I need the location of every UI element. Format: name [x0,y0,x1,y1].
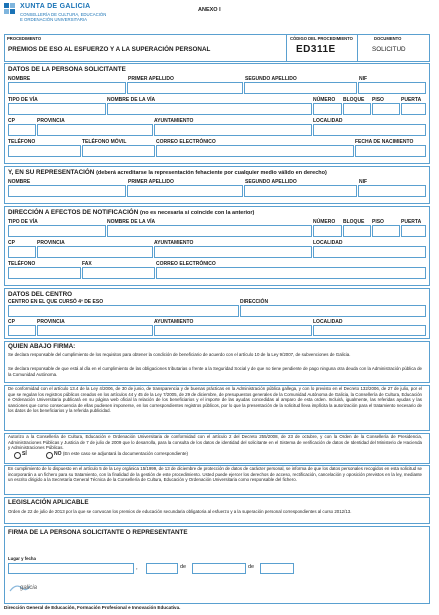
tipo-via-label: TIPO DE VÍA [8,97,38,103]
nombre-field[interactable] [8,82,126,94]
numero-field[interactable] [313,103,342,115]
correo-field[interactable] [156,145,354,157]
provincia-label: PROVINCIA [37,118,65,124]
day-field[interactable] [146,563,178,574]
footer-text: Dirección General de Educación, Formación Profesional e Innovación Educativa. [4,605,181,610]
tipo-via-field[interactable] [8,103,106,115]
rep-nif-label: NIF [359,179,368,185]
document-type: SOLICITUD [372,46,406,53]
data-protection-text: En cumplimiento de lo dispuesto en el artículo 5 de la Ley orgánica 15/1999, de 13 de diciembre de protección de datos de carácter personal, se informa de que los datos personales recogidos en esta solicitud se incorporarán a un fichero para su tratamiento, con la finalidad de la gestión de este procedimiento. Usted puede ejercer los derechos de acceso, rectificación, cancelación y oposición previstos en la ley, mediante un escrito dirigido a la Secretaría General Técnica de la Consellería de Cultura, Educación y Ordenación Universitaria como responsable del fichero. [8,466,422,483]
notif-cp-field[interactable] [8,246,36,258]
notif-piso-label: PISO [372,219,384,225]
declaration-title: QUIEN ABAJO FIRMA: [8,343,76,350]
notif-numero-label: NÚMERO [313,219,336,225]
notif-nombre-via-field[interactable] [107,225,312,237]
notif-telefono-field[interactable] [8,267,81,279]
bloque-label: BLOQUE [343,97,365,103]
rep-nif-field[interactable] [358,185,426,197]
legislation-text: Orden de 22 de julio de 2013 por la que se convocan los premios de educación secundaria obligatoria al esfuerzo y a la superación personal correspondientes al curso 2012/13. [8,509,352,514]
nif-field[interactable] [358,82,426,94]
representative-title [8,169,327,177]
notif-ayuntamiento-field[interactable] [154,246,312,258]
galicia-logo-text: galicia [20,585,38,591]
document-label: DOCUMENTO [374,36,402,41]
segundo-apellido-label: SEGUNDO APELLIDO [245,76,297,82]
brand-name: XUNTA DE GALICIA [20,3,91,10]
center-localidad-field[interactable] [313,325,426,336]
authorization-yes-radio[interactable] [14,452,21,459]
notif-cp-label: CP [8,240,15,246]
nif-label: NIF [359,76,368,82]
transparency-text: De conformidad con el artículo 13.4 de la Ley 4/2006, de 30 de junio, de transparencia y de buenas prácticas en la Administración pública gallega, y con lo previsto en el Decreto 132/2006, de 27 de julio, por el que se regulan los registros públicos creados en los artículos 44 y 45 de la Ley 7/2005, de 29 de diciembre, de presupuestos generales de la Comunidad Autónoma de Galicia, la Consellería de Cultura, Educación e Ordenación Universitaria publicará en su página web oficial la relación de los beneficiarios y el importe de las ayudas concedidas al amparo de esta orden. Incluirá, igualmente, las referidas ayudas y las sanciones que como consecuencia de ellas pudiesen imponerse, en los correspondientes registros públicos, por lo que la presentación de la solicitud lleva implícita la autorización para el tratamiento necesario de los datos de los beneficiarios y la referida publicidad. [8,386,422,414]
telefono-label: TELÉFONO [8,139,36,145]
notif-ayuntamiento-label: AYUNTAMIENTO [154,240,194,246]
year-field[interactable] [260,563,294,574]
puerta-field[interactable] [401,103,426,115]
rep-segundo-apellido-field[interactable] [244,185,357,197]
place-date-label: Lugar y fecha [8,556,36,561]
primer-apellido-field[interactable] [127,82,243,94]
procedure-code: ED311E [296,44,336,55]
center-ayuntamiento-label: AYUNTAMIENTO [154,319,194,325]
rep-primer-apellido-label: PRIMER APELLIDO [128,179,174,185]
separator-comma: , [136,565,138,571]
center-cp-field[interactable] [8,325,36,336]
rep-segundo-apellido-label: SEGUNDO APELLIDO [245,179,297,185]
notif-puerta-field[interactable] [401,225,426,237]
notif-correo-label: CORREO ELECTRÓNICO [156,261,216,267]
notification-title-text: DIRECCIÓN A EFECTOS DE NOTIFICACIÓN [8,209,139,216]
rep-primer-apellido-field[interactable] [127,185,243,197]
center-ayuntamiento-field[interactable] [154,325,312,336]
provincia-field[interactable] [37,124,153,136]
notif-fax-label: FAX [82,261,92,267]
notif-localidad-label: LOCALIDAD [313,240,343,246]
legislation-title: LEGISLACIÓN APLICABLE [8,499,89,506]
telefono-field[interactable] [8,145,81,157]
notif-correo-field[interactable] [156,267,426,279]
authorization-no-note: (En este caso se adjuntará la documentación correspondiente) [62,451,188,456]
bloque-field[interactable] [343,103,371,115]
procedure-label: PROCEDIMENTO [7,36,42,41]
divider [286,34,287,61]
authorization-no-label [54,451,188,457]
telefono-movil-label: TELÉFONO MÓVIL [82,139,127,145]
notification-title [8,209,254,217]
representative-title-text: Y, EN SU REPRESENTACIÓN [8,169,95,176]
separator-de-2: de [248,564,255,570]
annex-label: ANEXO I [198,7,221,13]
rep-nombre-label: NOMBRE [8,179,31,185]
numero-label: NÚMERO [313,97,336,103]
notif-tipo-via-field[interactable] [8,225,106,237]
center-cp-label: CP [8,319,15,325]
month-field[interactable] [192,563,246,574]
notification-subtitle: (no es necesaria si coincide con la anterior) [140,210,255,216]
center-localidad-label: LOCALIDAD [313,319,343,325]
correo-label: CORREO ELECTRÓNICO [156,139,216,145]
direccion-field[interactable] [240,305,426,317]
signature-title: FIRMA DE LA PERSONA SOLICITANTE O REPRESENTANTE [8,529,188,536]
applicant-title: DATOS DE LA PERSONA SOLICITANTE [8,66,126,73]
notif-localidad-field[interactable] [313,246,426,258]
fecha-nacimiento-label: FECHA DE NACIMIENTO [355,139,414,145]
department-line-1: CONSELLERÍA DE CULTURA, EDUCACIÓN [20,12,107,17]
cp-field[interactable] [8,124,36,136]
xunta-emblem-icon [4,3,16,15]
notif-provincia-label: PROVINCIA [37,240,65,246]
fecha-nacimiento-field[interactable] [355,145,426,157]
notif-bloque-label: BLOQUE [343,219,365,225]
place-field[interactable] [8,563,134,574]
notif-bloque-field[interactable] [343,225,371,237]
notif-tipo-via-label: TIPO DE VÍA [8,219,38,225]
department-line-2: E ORDENACIÓN UNIVERSITARIA [20,17,88,22]
notif-piso-field[interactable] [372,225,400,237]
localidad-field[interactable] [313,124,426,136]
authorization-text: Autorizo a la Consellería de Cultura, Educación e Ordenación Universitaria de conformidad con el artículo 2 del Decreto 255/2008, de 23 de octubre, y con la Orden de la Consellería de Presidencia, Administraciones Públicas y Justicia de 7 de julio de 2009 que lo desarrolla, para la consulta de los datos de identidad del solicitante en el Sistema de verificación de datos de Identidad del Ministerio de Hacienda y Administraciones Públicas. [8,434,422,451]
puerta-label: PUERTA [401,97,422,103]
notif-puerta-label: PUERTA [401,219,422,225]
separator-de-1: de [180,564,187,570]
representative-subtitle: (deberá acreditarse la representación fehaciente por cualquier medio válido en derecho) [96,170,327,176]
centro-field[interactable] [8,305,239,317]
notif-fax-field[interactable] [82,267,155,279]
nombre-via-field[interactable] [107,103,312,115]
rep-nombre-field[interactable] [8,185,126,197]
procedure-name: PREMIOS DE ESO AL ESFUERZO Y A LA SUPERACIÓN PERSONAL [8,46,211,53]
ayuntamiento-field[interactable] [154,124,312,136]
notif-provincia-field[interactable] [37,246,153,258]
nombre-via-label: NOMBRE DE LA VÍA [107,97,156,103]
notif-nombre-via-label: NOMBRE DE LA VÍA [107,219,156,225]
declaration-paragraph-1: Se declara responsable del cumplimiento de los requisitos para obtener la condición de beneficiario de acuerdo con el artículo 10 de la Ley 9/2007, de subvenciones de Galicia. [8,352,351,357]
center-provincia-label: PROVINCIA [37,319,65,325]
nombre-label: NOMBRE [8,76,31,82]
declaration-paragraph-2: Se declara responsable de que está al día en el cumplimiento de las obligaciones tributarias o frente a la Seguridad Social y de que no tiene pendiente de pago ninguna otra deuda con la Administración pública de la Comunidad Autónoma. [8,366,422,377]
notif-telefono-label: TELÉFONO [8,261,36,267]
center-provincia-field[interactable] [37,325,153,336]
direccion-label: DIRECCIÓN [240,299,269,305]
authorization-yes-label: SÍ [22,451,27,457]
ayuntamiento-label: AYUNTAMIENTO [154,118,194,124]
piso-label: PISO [372,97,384,103]
localidad-label: LOCALIDAD [313,118,343,124]
piso-field[interactable] [372,103,400,115]
galicia-logo [8,581,38,599]
centro-label: CENTRO EN EL QUE CURSÓ 4º DE ESO [8,299,104,305]
divider [357,34,358,61]
notif-numero-field[interactable] [313,225,342,237]
primer-apellido-label: PRIMER APELLIDO [128,76,174,82]
procedure-code-label: CÓDIGO DEL PROCEDIMIENTO [290,36,353,41]
segundo-apellido-field[interactable] [244,82,357,94]
telefono-movil-field[interactable] [82,145,155,157]
cp-label: CP [8,118,15,124]
authorization-no-radio[interactable] [46,452,53,459]
authorization-no-text: NO [54,451,62,457]
center-title: DATOS DEL CENTRO [8,291,73,298]
